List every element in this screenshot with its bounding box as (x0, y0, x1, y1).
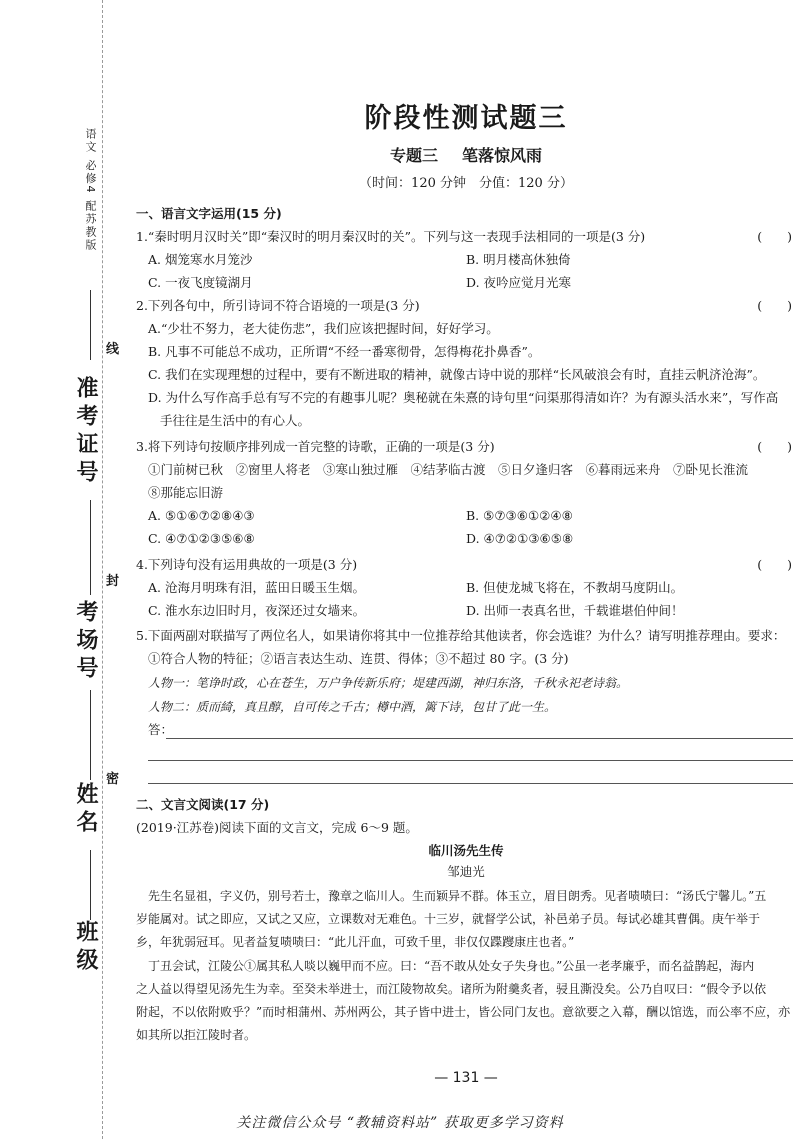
q3-options-row1 (148, 506, 800, 526)
q1-option-c[interactable]: C. 一夜飞度镜湖月 (148, 275, 253, 290)
q2-answer-paren[interactable]: ( ) (757, 298, 792, 313)
section2-heading: 二、文言文阅读(17 分) (136, 797, 270, 812)
time-info: （时间：120 分钟 分值：120 分） (359, 176, 573, 191)
q1-options-row2 (148, 273, 800, 293)
q3-options-row2 (148, 529, 800, 549)
page-number: — 131 — (434, 1070, 498, 1086)
q2-option-c[interactable]: C. 我们在实现理想的过程中，要有不断进取的精神，就像古诗中说的那样“长风破浪会有时，直挂云帆济沧海”。 (148, 367, 766, 382)
q3-items: ①门前树已秋 ②窗里人将老 ③寒山独过雁 ④结茅临古渡 ⑤日夕逢归客 ⑥暮雨远来舟 ⑦卧见长淮流 (148, 462, 749, 477)
q5-person2: 人物二：质而綺，真且醇，自可传之千古；樽中酒，篱下诗，包甘了此一生。 (148, 700, 557, 714)
q4-options-row2 (148, 601, 800, 621)
q4-options-row1 (148, 578, 800, 598)
binding-mark-seal: 封 (106, 574, 120, 589)
topic-name: 笔落惊风雨 (462, 146, 543, 165)
class-field-line[interactable] (90, 850, 91, 920)
q1-option-b[interactable]: B. 明月楼高休独倚 (466, 252, 571, 267)
q2-option-b[interactable]: B. 凡事不可能总不成功，正所谓“不经一番寒彻骨，怎得梅花扑鼻香”。 (148, 344, 541, 359)
q3-option-a[interactable]: A. ⑤①⑥⑦②⑧④③ (148, 508, 255, 523)
q5-requirements: ①符合人物的特征；②语言表达生动、连贯、得体；③不超过 80 字。(3 分) (148, 651, 569, 666)
answer-line-1[interactable] (166, 738, 793, 739)
binding-mark-line: 线 (106, 342, 120, 357)
answer-line-3[interactable] (148, 783, 793, 784)
passage-p1-line3: 乡，年犹弱冠耳。见者益复啧啧曰：“此儿汗血，可致千里，非仅仅蹀躞康庄也者。” (136, 935, 575, 949)
q5-person1: 人物一：笔诤时政，心在苍生，万户争传新乐府；堤建西湖，神归东洛，千秋永祀老诗翁。 (148, 676, 629, 690)
q5-stem: 5.下面两副对联描写了两位名人，如果请你将其中一位推荐给其他读者，你会选谁？为什么？请写明推荐理由。要求： (136, 628, 786, 643)
name-field-line[interactable] (90, 690, 91, 780)
q3-option-c[interactable]: C. ④⑦①②③⑤⑥⑧ (148, 531, 255, 546)
q4-answer-paren[interactable]: ( ) (757, 557, 792, 572)
q4-option-c[interactable]: C. 淮水东边旧时月，夜深还过女墙来。 (148, 603, 366, 618)
name-label: 姓名 (73, 782, 98, 838)
q1-answer-paren[interactable]: ( ) (757, 229, 792, 244)
passage-p2-line1: 丁丑会试，江陵公①属其私人啖以巍甲而不应。曰：“吾不敢从处女子失身也。”公虽一老孝廉乎，而名益鹊起，海内 (148, 959, 755, 973)
binding-mark-secret: 密 (106, 772, 120, 787)
binding-dashed-line (102, 0, 103, 1139)
q2-option-a[interactable]: A.“少壮不努力，老大徒伤悲”，我们应该把握时间，好好学习。 (148, 321, 499, 336)
topic-line (136, 143, 796, 166)
q3-option-b[interactable]: B. ⑤⑦③⑥①②④⑧ (466, 508, 573, 523)
q1-stem: 1.“秦时明月汉时关”即“秦汉时的明月秦汉时的关”。下列与这一表现手法相同的一项是(3 分) ( ) (136, 227, 796, 247)
topic-number: 专题三 (389, 146, 438, 165)
q4-stem: 4.下列诗句没有运用典故的一项是(3 分) ( ) (136, 555, 796, 575)
q4-option-d[interactable]: D. 出师一表真名世，千载谁堪伯仲间！ (466, 603, 684, 618)
q1-option-a[interactable]: A. 烟笼寒水月笼沙 (148, 252, 253, 267)
page-title: 阶段性测试题三 (364, 103, 568, 134)
passage-p2-line2: 之人益以得望见汤先生为幸。至癸未举进士，而江陵物故矣。诸所为附羹炙者，骎且澌没矣。公乃自叹曰：“假令予以依 (136, 982, 767, 996)
q3-option-d[interactable]: D. ④⑦②①③⑥⑤⑧ (466, 531, 574, 546)
room-field-line[interactable] (90, 500, 91, 595)
q5-answer-label: 答： (148, 722, 174, 737)
binding-margin (0, 0, 140, 1139)
q2-stem: 2.下列各句中，所引诗词不符合语境的一项是(3 分) ( ) (136, 296, 796, 316)
q2-option-d-cont: 手往往是生活中的有心人。 (160, 413, 311, 428)
q3-answer-paren[interactable]: ( ) (757, 439, 792, 454)
passage-p1-line2: 岁能属对。试之即应，又试之又应，立课数对无难色。十三岁，就督学公试，补邑弟子员。每试必雄其曹偶。庚午举于 (136, 912, 761, 926)
q3-stem: 3.将下列诗句按顺序排列成一首完整的诗歌，正确的一项是(3 分) ( ) (136, 437, 796, 457)
passage-p2-line3: 附起，不以依附败乎？”而时相蒲州、苏州两公，其子皆中进士，皆公同门友也。意欲要之入幕，酬以馆选，而公率不应，亦 (136, 1005, 791, 1019)
answer-line-2[interactable] (148, 760, 793, 761)
q1-option-d[interactable]: D. 夜吟应觉月光寒 (466, 275, 572, 290)
exam-id-field-line[interactable] (90, 290, 91, 360)
exam-id-label: 准考证号 (73, 376, 98, 488)
passage-title: 临川汤先生传 (428, 843, 504, 858)
room-label: 考场号 (73, 600, 98, 684)
passage-author: 邹迪光 (447, 864, 485, 879)
q2-option-d[interactable]: D. 为什么写作高手总有写不完的有趣事儿呢？奥秘就在朱熹的诗句里“问渠那得清如许？为有源头活水来”，写作高 (148, 390, 779, 405)
footer-note: 关注微信公众号 “教辅资料站” 获取更多学习资料 (236, 1115, 564, 1131)
q3-items-cont: ⑧那能忘旧游 (148, 485, 224, 500)
q4-option-a[interactable]: A. 沧海月明珠有泪，蓝田日暖玉生烟。 (148, 580, 365, 595)
passage-p1-line1: 先生名显祖，字义仍，别号若士，豫章之临川人。生而颖异不群。体玉立，眉目朗秀。见者啧啧曰：“汤氏宁馨儿。”五 (148, 889, 767, 903)
subject-info: 语文 必修4 配苏教版 (84, 128, 97, 252)
q4-option-b[interactable]: B. 但使龙城飞将在，不教胡马度阴山。 (466, 580, 684, 595)
class-label: 班级 (73, 920, 98, 976)
q1-options-row1 (148, 250, 800, 270)
passage-p2-line4: 如其所以拒江陵时者。 (136, 1028, 257, 1042)
section2-intro: (2019·江苏卷)阅读下面的文言文，完成 6～9 题。 (136, 820, 418, 835)
section1-heading: 一、语言文字运用(15 分) (136, 206, 282, 221)
